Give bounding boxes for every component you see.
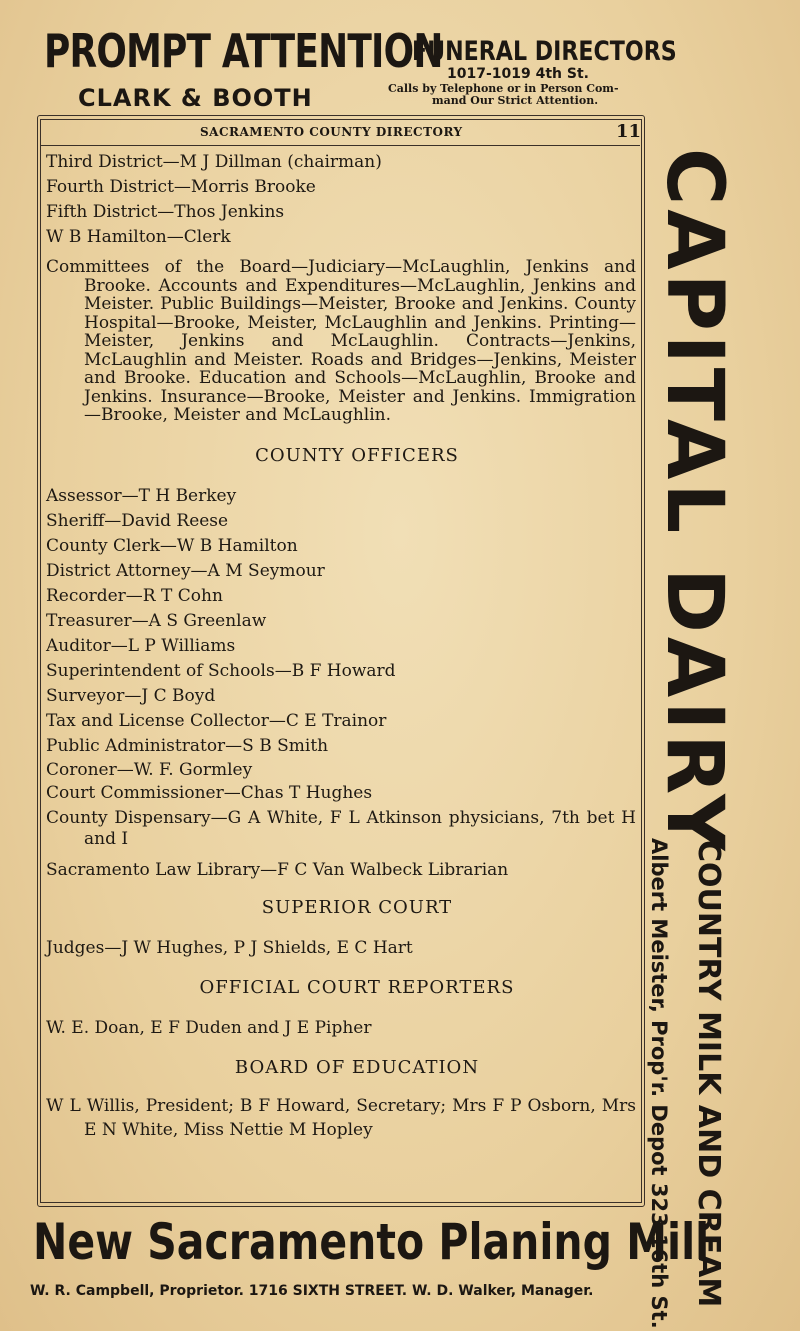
officer-entry: Assessor—T H Berkey xyxy=(46,485,237,506)
officer-entry: Auditor—L P Williams xyxy=(46,635,236,656)
board-line: Third District—M J Dillman (chairman) xyxy=(46,152,382,172)
ad-headline: PROMPT ATTENTION xyxy=(44,24,443,78)
directory-content xyxy=(46,150,638,1142)
officer-entry: Court Commissioner—Chas T Hughes xyxy=(46,782,373,803)
committees-paragraph: Committees of the Board—Judiciary—McLaughlin, Jenkins and Brooke. Accounts and Expenditures—McLaughlin, Jenkins and Meister. Public Buildings—Meister, Brooke and Jenkins. County Hospital—Brooke, Meister, McLaughlin and Jenkins. Printing—Meister, Jenkins and McLaughlin. Contracts—Jenkins, McLaughlin and Meister. Roads and Bridges—Jenkins, Meister and Brooke. Education and Schools—McLaughlin, Brooke and Jenkins. Insurance—Brooke, Meister and Jenkins. Immigration—Brooke, Meister and McLaughlin. xyxy=(46,257,636,425)
section-heading-board-of-education: BOARD OF EDUCATION xyxy=(234,1056,480,1078)
ad-calls-line: Calls by Telephone or in Person Com- xyxy=(388,82,619,95)
officer-entry: Treasurer—A S Greenlaw xyxy=(46,610,267,631)
reporters-entry: W. E. Doan, E F Duden and J E Pipher xyxy=(46,1017,372,1038)
ad-firm-name: CLARK & BOOTH xyxy=(78,84,313,112)
bottom-ad-name: New Sacramento Planing Mill xyxy=(33,1213,710,1271)
side-ad-product: COUNTRY MILK AND CREAM xyxy=(691,840,726,1308)
officer-entry: Coroner—W. F. Gormley xyxy=(46,759,253,780)
bottom-ad-details: W. R. Campbell, Proprietor. 1716 SIXTH STREET. W. D. Walker, Manager. xyxy=(30,1283,594,1299)
ad-service: FUNERAL DIRECTORS xyxy=(412,36,677,67)
officer-entry: Surveyor—J C Boyd xyxy=(46,685,216,706)
law-library-entry: Sacramento Law Library—F C Van Walbeck Librarian xyxy=(46,859,509,880)
board-line: Fourth District—Morris Brooke xyxy=(46,177,316,197)
education-members-entry: W L Willis, President; B F Howard, Secretary; Mrs F P Osborn, Mrs E N White, Miss Nettie M Hopley xyxy=(46,1095,636,1140)
ad-calls-text xyxy=(388,83,688,107)
officer-entry: District Attorney—A M Seymour xyxy=(46,560,325,581)
side-ad-proprietor: Albert Meister, Prop'r. Depot 323 16th St. xyxy=(647,838,671,1329)
dispensary-entry: County Dispensary—G A White, F L Atkinson physicians, 7th bet H and I xyxy=(46,807,636,849)
section-heading-county-officers: COUNTY OFFICERS xyxy=(255,444,459,466)
top-advertisement xyxy=(0,0,800,118)
page-number: 11 xyxy=(616,121,642,142)
officer-entry: Public Administrator—S B Smith xyxy=(46,735,329,756)
officer-entry: Tax and License Collector—C E Trainor xyxy=(46,710,387,731)
officer-entry: Recorder—R T Cohn xyxy=(46,585,223,606)
section-heading-court-reporters: OFFICIAL COURT REPORTERS xyxy=(199,976,515,998)
ad-calls-line: mand Our Strict Attention. xyxy=(432,94,599,107)
side-ad-name: CAPITAL DAIRY xyxy=(649,148,739,855)
officer-entry: County Clerk—W B Hamilton xyxy=(46,535,298,556)
running-header-title: SACRAMENTO COUNTY DIRECTORY xyxy=(200,125,463,139)
board-line: Fifth District—Thos Jenkins xyxy=(46,202,285,222)
judges-entry: Judges—J W Hughes, P J Shields, E C Hart xyxy=(46,937,413,958)
board-line: W B Hamilton—Clerk xyxy=(46,227,231,247)
officer-entry: Sheriff—David Reese xyxy=(46,510,229,531)
ad-address: 1017-1019 4th St. xyxy=(447,66,589,82)
officer-entry: Superintendent of Schools—B F Howard xyxy=(46,660,396,681)
section-heading-superior-court: SUPERIOR COURT xyxy=(261,896,453,918)
